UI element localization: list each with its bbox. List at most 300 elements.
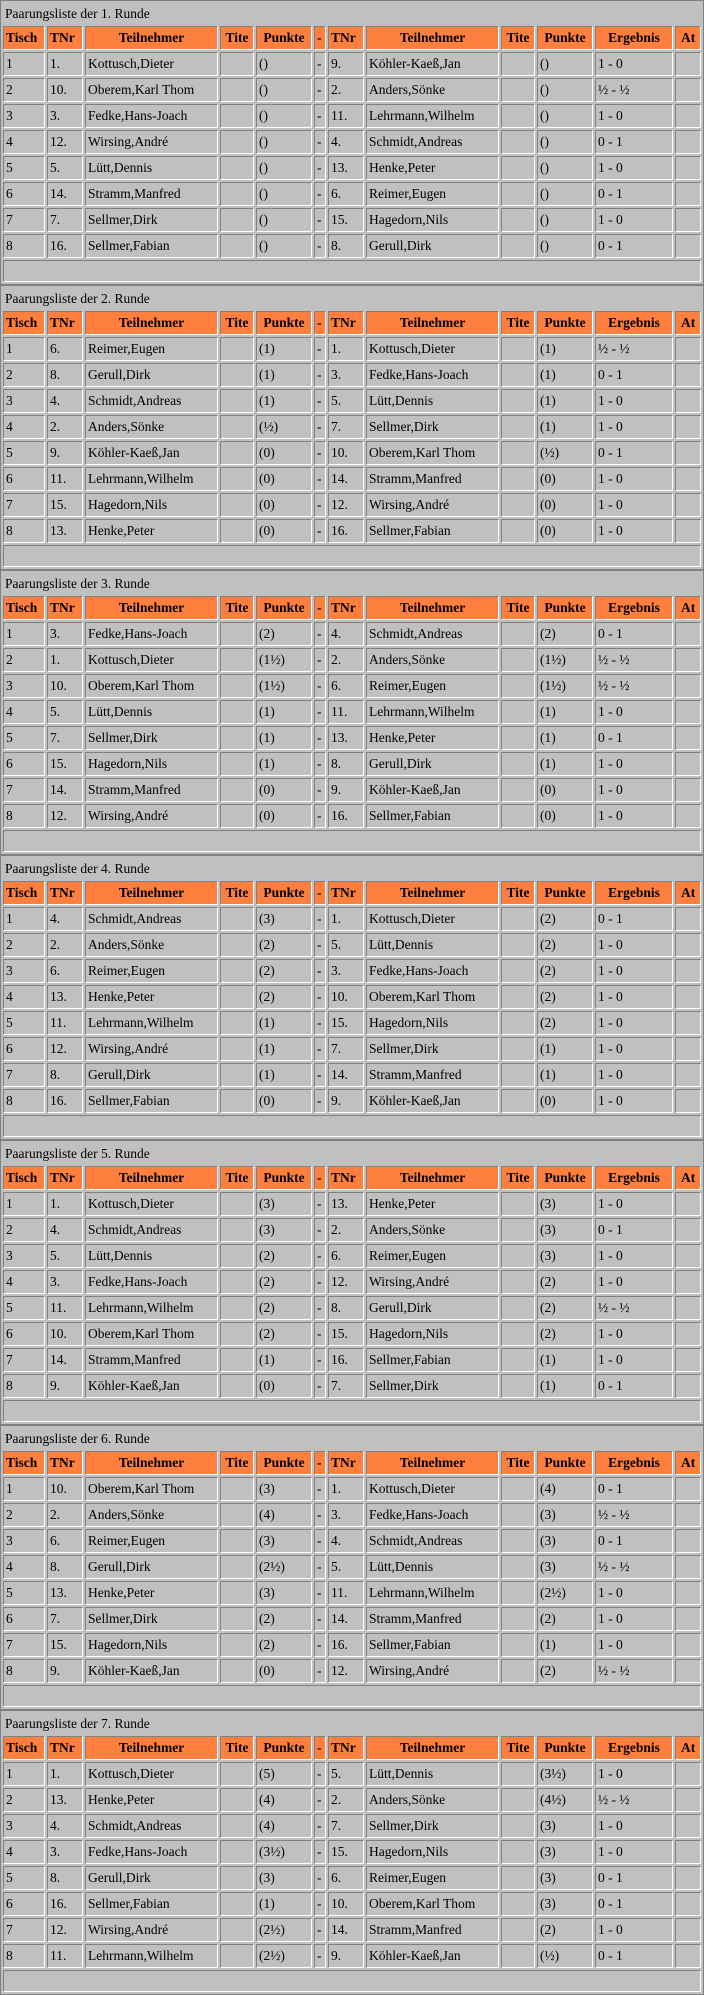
separator-cell: - xyxy=(314,700,326,724)
player-name-cell: Henke,Peter xyxy=(366,726,499,750)
table-number-cell: 8 xyxy=(3,804,45,828)
points-cell: (0) xyxy=(537,1089,593,1113)
title-cell xyxy=(501,1011,535,1035)
column-header-title: Tite xyxy=(220,1736,254,1760)
table-row xyxy=(3,1866,701,1890)
column-header-player-number: TNr xyxy=(328,26,364,50)
table-row xyxy=(3,52,701,76)
player-name-cell: Sellmer,Dirk xyxy=(366,415,499,439)
column-header-player-name: Teilnehmer xyxy=(366,311,499,335)
column-header-at: At xyxy=(675,1451,701,1475)
table-row xyxy=(3,933,701,957)
player-number-cell: 2. xyxy=(328,1788,364,1812)
points-cell: (1) xyxy=(256,726,312,750)
player-number-cell: 12. xyxy=(328,493,364,517)
player-number-cell: 16. xyxy=(328,804,364,828)
at-cell xyxy=(675,1374,701,1398)
player-number-cell: 1. xyxy=(47,1192,83,1216)
title-cell xyxy=(220,337,254,361)
player-number-cell: 1. xyxy=(47,52,83,76)
title-cell xyxy=(220,1296,254,1320)
header-row xyxy=(3,1736,701,1760)
points-cell: (1) xyxy=(537,726,593,750)
points-cell: (3) xyxy=(537,1192,593,1216)
table-number-cell: 1 xyxy=(3,1762,45,1786)
at-cell xyxy=(675,1477,701,1501)
table-row xyxy=(3,1322,701,1346)
player-name-cell: Köhler-Kaeß,Jan xyxy=(85,1659,218,1683)
title-cell xyxy=(220,1374,254,1398)
title-cell xyxy=(220,1192,254,1216)
points-cell: (3) xyxy=(256,1866,312,1890)
title-cell xyxy=(501,1374,535,1398)
player-name-cell: Schmidt,Andreas xyxy=(366,622,499,646)
title-cell xyxy=(501,1348,535,1372)
header-row xyxy=(3,1166,701,1190)
table-row xyxy=(3,1503,701,1527)
player-name-cell: Oberem,Karl Thom xyxy=(85,1322,218,1346)
table-number-cell: 7 xyxy=(3,493,45,517)
separator-cell: - xyxy=(314,1192,326,1216)
table-row xyxy=(3,1581,701,1605)
title-cell xyxy=(501,415,535,439)
column-header-player-number: TNr xyxy=(328,596,364,620)
column-header-separator: - xyxy=(314,1451,326,1475)
title-cell xyxy=(501,1659,535,1683)
table-row xyxy=(3,1037,701,1061)
at-cell xyxy=(675,1581,701,1605)
player-number-cell: 7. xyxy=(47,208,83,232)
round-title: Paarungsliste der 1. Runde xyxy=(5,5,150,21)
column-header-separator: - xyxy=(314,881,326,905)
player-number-cell: 8. xyxy=(47,1063,83,1087)
player-number-cell: 2. xyxy=(47,933,83,957)
player-number-cell: 6. xyxy=(47,959,83,983)
title-cell xyxy=(501,104,535,128)
player-number-cell: 13. xyxy=(328,726,364,750)
table-row xyxy=(3,1192,701,1216)
points-cell: (1) xyxy=(537,1348,593,1372)
column-header-at: At xyxy=(675,881,701,905)
separator-cell: - xyxy=(314,1866,326,1890)
points-cell: (0) xyxy=(537,493,593,517)
result-cell: 1 - 0 xyxy=(595,1348,673,1372)
title-cell xyxy=(501,1581,535,1605)
at-cell xyxy=(675,1192,701,1216)
table-row xyxy=(3,1762,701,1786)
round-title: Paarungsliste der 6. Runde xyxy=(5,1430,150,1446)
points-cell: (3½) xyxy=(537,1762,593,1786)
result-cell: 1 - 0 xyxy=(595,52,673,76)
player-name-cell: Reimer,Eugen xyxy=(366,1244,499,1268)
points-cell: (0) xyxy=(537,804,593,828)
column-header-player-number: TNr xyxy=(47,1451,83,1475)
column-header-points: Punkte xyxy=(256,26,312,50)
table-number-cell: 5 xyxy=(3,441,45,465)
points-cell: (0) xyxy=(256,519,312,543)
player-number-cell: 7. xyxy=(328,1037,364,1061)
table-row xyxy=(3,1840,701,1864)
title-cell xyxy=(220,389,254,413)
points-cell: (3) xyxy=(537,1840,593,1864)
result-cell: ½ - ½ xyxy=(595,674,673,698)
header-row xyxy=(3,311,701,335)
table-row xyxy=(3,1555,701,1579)
at-cell xyxy=(675,1529,701,1553)
separator-cell: - xyxy=(314,1555,326,1579)
player-number-cell: 14. xyxy=(47,778,83,802)
result-cell: 1 - 0 xyxy=(595,959,673,983)
player-name-cell: Fedke,Hans-Joach xyxy=(366,363,499,387)
player-name-cell: Stramm,Manfred xyxy=(366,1918,499,1942)
table-number-cell: 4 xyxy=(3,700,45,724)
separator-cell: - xyxy=(314,1063,326,1087)
player-name-cell: Stramm,Manfred xyxy=(366,1063,499,1087)
round-title: Paarungsliste der 5. Runde xyxy=(5,1145,150,1161)
table-number-cell: 8 xyxy=(3,1089,45,1113)
table-number-cell: 2 xyxy=(3,1503,45,1527)
result-cell: 1 - 0 xyxy=(595,752,673,776)
round-table xyxy=(0,285,704,570)
player-number-cell: 3. xyxy=(47,104,83,128)
at-cell xyxy=(675,156,701,180)
table-number-cell: 6 xyxy=(3,182,45,206)
column-header-at: At xyxy=(675,26,701,50)
table-row xyxy=(3,1814,701,1838)
points-cell: (2) xyxy=(256,1607,312,1631)
title-cell xyxy=(220,1659,254,1683)
points-cell: (0) xyxy=(256,778,312,802)
table-number-cell: 6 xyxy=(3,752,45,776)
column-header-player-number: TNr xyxy=(328,1736,364,1760)
player-number-cell: 3. xyxy=(328,363,364,387)
title-cell xyxy=(501,622,535,646)
column-header-table-number: Tisch xyxy=(3,1736,45,1760)
table-number-cell: 4 xyxy=(3,415,45,439)
separator-cell: - xyxy=(314,1892,326,1916)
column-header-points: Punkte xyxy=(537,1736,593,1760)
result-cell: ½ - ½ xyxy=(595,1659,673,1683)
result-cell: 1 - 0 xyxy=(595,1814,673,1838)
result-cell: 1 - 0 xyxy=(595,1037,673,1061)
column-header-points: Punkte xyxy=(256,1166,312,1190)
points-cell: (½) xyxy=(537,1944,593,1968)
separator-cell: - xyxy=(314,208,326,232)
column-header-title: Tite xyxy=(220,311,254,335)
separator-cell: - xyxy=(314,363,326,387)
player-number-cell: 14. xyxy=(328,1063,364,1087)
result-cell: 0 - 1 xyxy=(595,622,673,646)
player-name-cell: Reimer,Eugen xyxy=(85,337,218,361)
table-number-cell: 3 xyxy=(3,1244,45,1268)
player-name-cell: Lütt,Dennis xyxy=(366,933,499,957)
title-cell xyxy=(501,1607,535,1631)
points-cell: (1) xyxy=(256,1892,312,1916)
title-cell xyxy=(220,1892,254,1916)
points-cell: (1) xyxy=(537,363,593,387)
table-row xyxy=(3,389,701,413)
player-number-cell: 11. xyxy=(328,700,364,724)
player-name-cell: Fedke,Hans-Joach xyxy=(85,1840,218,1864)
result-cell: ½ - ½ xyxy=(595,1503,673,1527)
table-number-cell: 8 xyxy=(3,1374,45,1398)
at-cell xyxy=(675,959,701,983)
title-cell xyxy=(501,1866,535,1890)
player-number-cell: 12. xyxy=(47,1918,83,1942)
points-cell: (½) xyxy=(256,415,312,439)
round-table xyxy=(0,1425,704,1710)
title-cell xyxy=(220,52,254,76)
result-cell: 1 - 0 xyxy=(595,985,673,1009)
table-row xyxy=(3,622,701,646)
separator-cell: - xyxy=(314,389,326,413)
title-cell xyxy=(220,804,254,828)
result-cell: 1 - 0 xyxy=(595,1063,673,1087)
column-header-title: Tite xyxy=(220,596,254,620)
points-cell: (1) xyxy=(256,752,312,776)
separator-cell: - xyxy=(314,130,326,154)
player-number-cell: 11. xyxy=(328,1581,364,1605)
points-cell: (2) xyxy=(256,933,312,957)
title-cell xyxy=(501,389,535,413)
round-table xyxy=(0,1710,704,1995)
spacer-row xyxy=(3,545,701,567)
table-row xyxy=(3,1477,701,1501)
result-cell: 1 - 0 xyxy=(595,1633,673,1657)
points-cell: (3) xyxy=(537,1529,593,1553)
column-header-player-name: Teilnehmer xyxy=(85,881,218,905)
title-cell xyxy=(220,1477,254,1501)
title-cell xyxy=(501,752,535,776)
player-number-cell: 6. xyxy=(328,1866,364,1890)
table-number-cell: 7 xyxy=(3,1633,45,1657)
points-cell: (0) xyxy=(256,1659,312,1683)
points-cell: (3) xyxy=(256,1581,312,1605)
separator-cell: - xyxy=(314,1762,326,1786)
player-number-cell: 1. xyxy=(47,1762,83,1786)
points-cell: (1½) xyxy=(256,674,312,698)
title-cell xyxy=(501,182,535,206)
player-number-cell: 5. xyxy=(328,389,364,413)
player-name-cell: Gerull,Dirk xyxy=(85,1555,218,1579)
points-cell: (2) xyxy=(256,622,312,646)
player-number-cell: 4. xyxy=(47,907,83,931)
title-cell xyxy=(501,1270,535,1294)
player-name-cell: Sellmer,Fabian xyxy=(85,1892,218,1916)
player-name-cell: Wirsing,André xyxy=(366,1659,499,1683)
column-header-separator: - xyxy=(314,1166,326,1190)
result-cell: 1 - 0 xyxy=(595,415,673,439)
at-cell xyxy=(675,1607,701,1631)
title-cell xyxy=(220,1218,254,1242)
player-name-cell: Oberem,Karl Thom xyxy=(366,1892,499,1916)
player-number-cell: 3. xyxy=(47,622,83,646)
column-header-separator: - xyxy=(314,311,326,335)
title-cell xyxy=(220,1581,254,1605)
player-number-cell: 13. xyxy=(47,1581,83,1605)
title-cell xyxy=(501,700,535,724)
player-name-cell: Schmidt,Andreas xyxy=(85,1218,218,1242)
separator-cell: - xyxy=(314,1477,326,1501)
result-cell: 0 - 1 xyxy=(595,1866,673,1890)
points-cell: (3) xyxy=(256,1192,312,1216)
title-cell xyxy=(220,1270,254,1294)
result-cell: 1 - 0 xyxy=(595,104,673,128)
title-cell xyxy=(501,1296,535,1320)
player-number-cell: 3. xyxy=(328,959,364,983)
title-cell xyxy=(501,1555,535,1579)
points-cell: (2) xyxy=(256,1270,312,1294)
title-cell xyxy=(501,363,535,387)
player-number-cell: 7. xyxy=(328,1374,364,1398)
points-cell: (2) xyxy=(256,1322,312,1346)
separator-cell: - xyxy=(314,1659,326,1683)
player-number-cell: 3. xyxy=(328,1503,364,1527)
title-cell xyxy=(501,1477,535,1501)
player-name-cell: Sellmer,Dirk xyxy=(85,208,218,232)
at-cell xyxy=(675,1762,701,1786)
player-name-cell: Hagedorn,Nils xyxy=(366,208,499,232)
result-cell: 1 - 0 xyxy=(595,156,673,180)
round-title: Paarungsliste der 3. Runde xyxy=(5,575,150,591)
table-number-cell: 7 xyxy=(3,1063,45,1087)
player-number-cell: 4. xyxy=(328,622,364,646)
title-cell xyxy=(220,493,254,517)
at-cell xyxy=(675,648,701,672)
points-cell: () xyxy=(256,130,312,154)
points-cell: (1) xyxy=(537,415,593,439)
player-number-cell: 16. xyxy=(328,1633,364,1657)
table-number-cell: 5 xyxy=(3,1296,45,1320)
title-cell xyxy=(501,1814,535,1838)
at-cell xyxy=(675,1244,701,1268)
player-name-cell: Reimer,Eugen xyxy=(366,182,499,206)
separator-cell: - xyxy=(314,1296,326,1320)
player-name-cell: Sellmer,Fabian xyxy=(366,804,499,828)
player-name-cell: Fedke,Hans-Joach xyxy=(366,1503,499,1527)
result-cell: 1 - 0 xyxy=(595,467,673,491)
title-cell xyxy=(501,1788,535,1812)
title-cell xyxy=(501,726,535,750)
points-cell: (3) xyxy=(256,1477,312,1501)
title-cell xyxy=(220,1607,254,1631)
column-header-player-number: TNr xyxy=(47,1736,83,1760)
points-cell: (0) xyxy=(537,467,593,491)
points-cell: (2) xyxy=(537,1011,593,1035)
points-cell: () xyxy=(256,208,312,232)
player-name-cell: Kottusch,Dieter xyxy=(85,1762,218,1786)
player-number-cell: 6. xyxy=(328,182,364,206)
title-cell xyxy=(220,1063,254,1087)
player-name-cell: Lehrmann,Wilhelm xyxy=(85,1011,218,1035)
player-name-cell: Gerull,Dirk xyxy=(366,752,499,776)
at-cell xyxy=(675,78,701,102)
header-row xyxy=(3,596,701,620)
separator-cell: - xyxy=(314,648,326,672)
player-name-cell: Hagedorn,Nils xyxy=(85,752,218,776)
table-row xyxy=(3,1918,701,1942)
points-cell: (3) xyxy=(537,1814,593,1838)
player-number-cell: 13. xyxy=(47,985,83,1009)
header-row xyxy=(3,26,701,50)
player-name-cell: Schmidt,Andreas xyxy=(366,130,499,154)
table-row xyxy=(3,1892,701,1916)
separator-cell: - xyxy=(314,1503,326,1527)
at-cell xyxy=(675,1944,701,1968)
player-number-cell: 9. xyxy=(47,1659,83,1683)
title-cell xyxy=(220,1011,254,1035)
player-number-cell: 12. xyxy=(47,804,83,828)
points-cell: (3) xyxy=(256,1529,312,1553)
result-cell: 1 - 0 xyxy=(595,778,673,802)
title-cell xyxy=(501,52,535,76)
column-header-title: Tite xyxy=(501,1451,535,1475)
points-cell: (1) xyxy=(537,1633,593,1657)
separator-cell: - xyxy=(314,1218,326,1242)
points-cell: (2) xyxy=(537,1659,593,1683)
table-row xyxy=(3,1788,701,1812)
table-number-cell: 7 xyxy=(3,208,45,232)
player-number-cell: 4. xyxy=(328,1529,364,1553)
result-cell: 0 - 1 xyxy=(595,1218,673,1242)
player-name-cell: Anders,Sönke xyxy=(366,648,499,672)
result-cell: 1 - 0 xyxy=(595,1918,673,1942)
column-header-points: Punkte xyxy=(537,311,593,335)
at-cell xyxy=(675,467,701,491)
player-number-cell: 11. xyxy=(47,1296,83,1320)
player-name-cell: Kottusch,Dieter xyxy=(85,1192,218,1216)
spacer-row xyxy=(3,830,701,852)
table-number-cell: 6 xyxy=(3,1607,45,1631)
column-header-result: Ergebnis xyxy=(595,311,673,335)
player-name-cell: Köhler-Kaeß,Jan xyxy=(85,1374,218,1398)
points-cell: (0) xyxy=(256,467,312,491)
points-cell: (1) xyxy=(537,1063,593,1087)
round-table xyxy=(0,1140,704,1425)
table-number-cell: 5 xyxy=(3,1581,45,1605)
table-number-cell: 1 xyxy=(3,337,45,361)
table-number-cell: 1 xyxy=(3,1477,45,1501)
player-name-cell: Hagedorn,Nils xyxy=(366,1840,499,1864)
title-cell xyxy=(501,1762,535,1786)
separator-cell: - xyxy=(314,674,326,698)
points-cell: (2½) xyxy=(256,1555,312,1579)
at-cell xyxy=(675,1270,701,1294)
table-number-cell: 5 xyxy=(3,1866,45,1890)
at-cell xyxy=(675,208,701,232)
table-number-cell: 3 xyxy=(3,104,45,128)
result-cell: 1 - 0 xyxy=(595,1322,673,1346)
points-cell: () xyxy=(256,182,312,206)
points-cell: (5) xyxy=(256,1762,312,1786)
player-name-cell: Henke,Peter xyxy=(85,985,218,1009)
table-number-cell: 6 xyxy=(3,1322,45,1346)
player-number-cell: 4. xyxy=(328,130,364,154)
player-name-cell: Gerull,Dirk xyxy=(366,234,499,258)
separator-cell: - xyxy=(314,78,326,102)
table-number-cell: 2 xyxy=(3,1788,45,1812)
player-number-cell: 8. xyxy=(328,1296,364,1320)
points-cell: (3) xyxy=(537,1218,593,1242)
player-name-cell: Gerull,Dirk xyxy=(85,1866,218,1890)
result-cell: ½ - ½ xyxy=(595,1296,673,1320)
points-cell: (3) xyxy=(256,907,312,931)
player-number-cell: 12. xyxy=(47,1037,83,1061)
title-cell xyxy=(501,208,535,232)
points-cell: (1) xyxy=(256,1011,312,1035)
title-cell xyxy=(501,78,535,102)
table-row xyxy=(3,778,701,802)
